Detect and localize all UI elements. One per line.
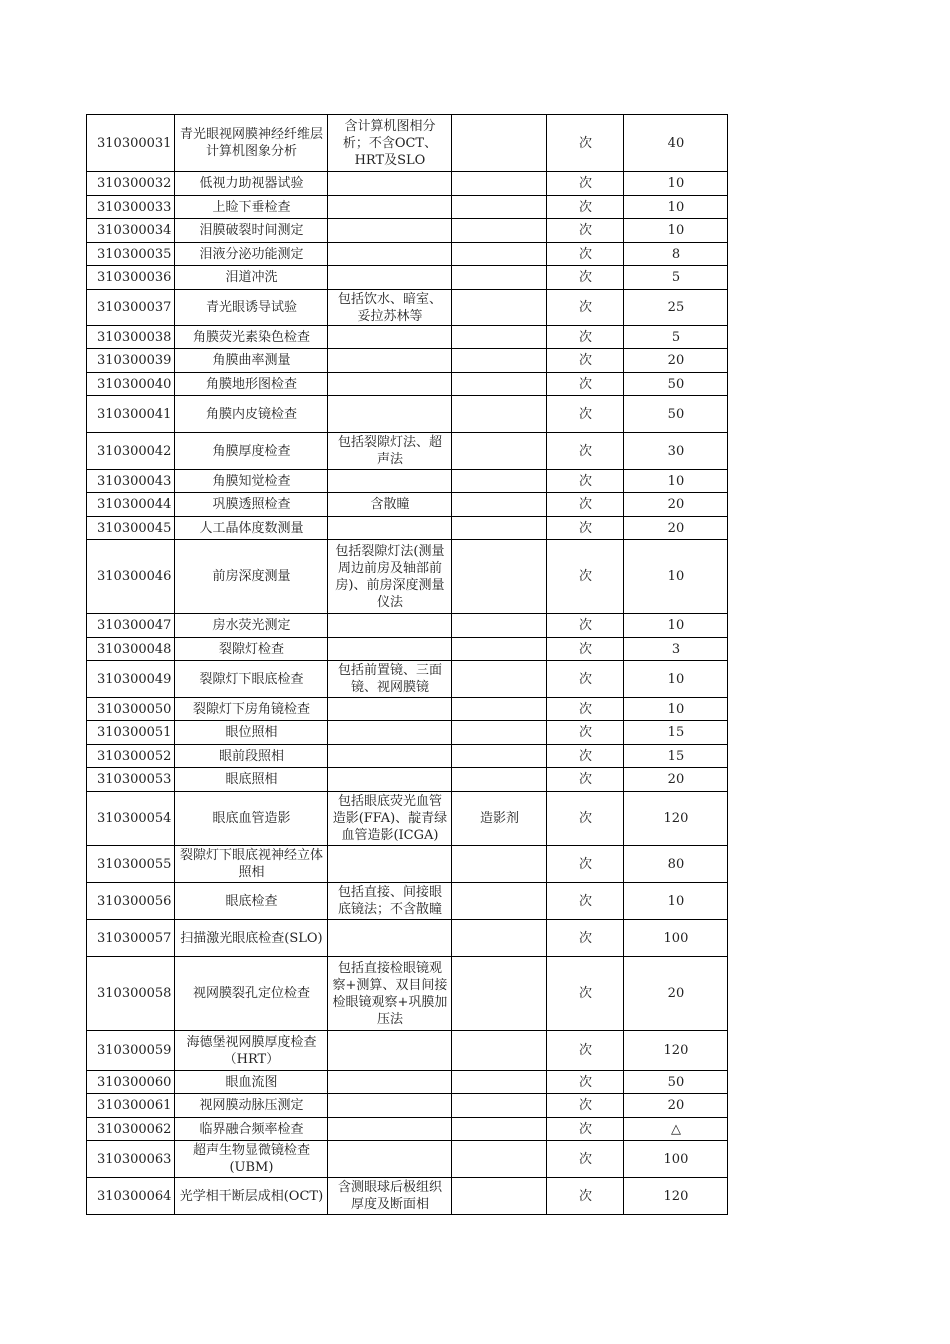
unit-cell: 次: [547, 517, 624, 540]
item-content-cell: [328, 1094, 452, 1118]
unit-cell: 次: [547, 219, 624, 243]
price-cell: 20: [624, 493, 728, 517]
table-row: [87, 470, 728, 493]
unit-cell: 次: [547, 638, 624, 661]
table-row: [87, 290, 728, 326]
item-code-cell: 310300038: [87, 326, 175, 349]
excluded-items-cell: [452, 1178, 547, 1215]
item-code-cell: 310300062: [87, 1118, 175, 1141]
item-code-cell: 310300049: [87, 661, 175, 698]
unit-cell: 次: [547, 243, 624, 266]
item-name-cell: 眼底检查: [175, 883, 328, 920]
item-content-cell: 包括饮水、暗室、妥拉苏林等: [328, 290, 452, 326]
table-row: [87, 219, 728, 243]
item-code-cell: 310300048: [87, 638, 175, 661]
table-row: [87, 661, 728, 698]
unit-cell: 次: [547, 290, 624, 326]
table-row: [87, 1141, 728, 1178]
table-row: [87, 920, 728, 957]
table-row: [87, 517, 728, 540]
unit-cell: 次: [547, 721, 624, 745]
table-row: [87, 721, 728, 745]
price-cell: 8: [624, 243, 728, 266]
table-row: [87, 349, 728, 373]
unit-cell: 次: [547, 396, 624, 433]
excluded-items-cell: [452, 493, 547, 517]
unit-cell: 次: [547, 266, 624, 290]
item-content-cell: [328, 196, 452, 219]
unit-cell: 次: [547, 540, 624, 614]
unit-cell: 次: [547, 349, 624, 373]
price-cell: 15: [624, 721, 728, 745]
excluded-items-cell: [452, 1094, 547, 1118]
item-content-cell: 包括裂隙灯法(测量周边前房及轴部前房)、前房深度测量仪法: [328, 540, 452, 614]
price-cell: 100: [624, 1141, 728, 1178]
item-code-cell: 310300064: [87, 1178, 175, 1215]
item-code-cell: 310300061: [87, 1094, 175, 1118]
unit-cell: 次: [547, 172, 624, 196]
table-row: [87, 172, 728, 196]
unit-cell: 次: [547, 115, 624, 172]
unit-cell: 次: [547, 698, 624, 721]
price-cell: 5: [624, 326, 728, 349]
unit-cell: 次: [547, 1071, 624, 1094]
item-code-cell: 310300063: [87, 1141, 175, 1178]
item-code-cell: 310300031: [87, 115, 175, 172]
item-content-cell: [328, 846, 452, 883]
unit-cell: 次: [547, 661, 624, 698]
item-name-cell: 泪液分泌功能测定: [175, 243, 328, 266]
item-content-cell: 含测眼球后极组织厚度及断面相: [328, 1178, 452, 1215]
item-name-cell: 海德堡视网膜厚度检查（HRT）: [175, 1031, 328, 1071]
unit-cell: 次: [547, 920, 624, 957]
item-code-cell: 310300051: [87, 721, 175, 745]
excluded-items-cell: [452, 219, 547, 243]
item-code-cell: 310300040: [87, 373, 175, 396]
item-content-cell: [328, 638, 452, 661]
item-content-cell: [328, 219, 452, 243]
price-cell: 10: [624, 540, 728, 614]
item-content-cell: 含计算机图相分析；不含OCT、HRT及SLO: [328, 115, 452, 172]
item-name-cell: 角膜荧光素染色检查: [175, 326, 328, 349]
price-cell: 3: [624, 638, 728, 661]
table-row: [87, 196, 728, 219]
excluded-items-cell: [452, 614, 547, 638]
unit-cell: 次: [547, 433, 624, 470]
excluded-items-cell: [452, 349, 547, 373]
item-name-cell: 裂隙灯下眼底视神经立体照相: [175, 846, 328, 883]
item-content-cell: [328, 1141, 452, 1178]
item-name-cell: 超声生物显微镜检查(UBM): [175, 1141, 328, 1178]
item-content-cell: 包括前置镜、三面镜、视网膜镜: [328, 661, 452, 698]
item-name-cell: 角膜内皮镜检查: [175, 396, 328, 433]
item-name-cell: 人工晶体度数测量: [175, 517, 328, 540]
item-name-cell: 光学相干断层成相(OCT): [175, 1178, 328, 1215]
table-row: [87, 1178, 728, 1215]
table-row: [87, 792, 728, 846]
unit-cell: 次: [547, 846, 624, 883]
price-cell: 20: [624, 1094, 728, 1118]
excluded-items-cell: [452, 470, 547, 493]
item-content-cell: [328, 266, 452, 290]
item-name-cell: 前房深度测量: [175, 540, 328, 614]
price-cell: 50: [624, 1071, 728, 1094]
item-code-cell: 310300044: [87, 493, 175, 517]
item-content-cell: [328, 326, 452, 349]
item-content-cell: [328, 768, 452, 792]
table-row: [87, 243, 728, 266]
price-cell: 5: [624, 266, 728, 290]
excluded-items-cell: [452, 745, 547, 768]
item-name-cell: 角膜知觉检查: [175, 470, 328, 493]
price-table: [86, 114, 728, 1215]
excluded-items-cell: [452, 1141, 547, 1178]
item-name-cell: 青光眼诱导试验: [175, 290, 328, 326]
price-cell: 25: [624, 290, 728, 326]
table-row: [87, 396, 728, 433]
price-cell: 10: [624, 661, 728, 698]
item-code-cell: 310300057: [87, 920, 175, 957]
item-name-cell: 眼底照相: [175, 768, 328, 792]
excluded-items-cell: [452, 721, 547, 745]
price-cell: 10: [624, 698, 728, 721]
price-cell: 10: [624, 883, 728, 920]
item-code-cell: 310300042: [87, 433, 175, 470]
excluded-items-cell: 造影剂: [452, 792, 547, 846]
item-content-cell: [328, 1031, 452, 1071]
item-name-cell: 青光眼视网膜神经纤维层计算机图象分析: [175, 115, 328, 172]
item-name-cell: 视网膜动脉压测定: [175, 1094, 328, 1118]
item-name-cell: 角膜厚度检查: [175, 433, 328, 470]
price-cell: 10: [624, 614, 728, 638]
item-name-cell: 裂隙灯检查: [175, 638, 328, 661]
table-row: [87, 614, 728, 638]
unit-cell: 次: [547, 957, 624, 1031]
price-cell: 20: [624, 517, 728, 540]
price-cell: 10: [624, 196, 728, 219]
excluded-items-cell: [452, 638, 547, 661]
item-content-cell: [328, 373, 452, 396]
excluded-items-cell: [452, 196, 547, 219]
item-code-cell: 310300050: [87, 698, 175, 721]
unit-cell: 次: [547, 373, 624, 396]
item-code-cell: 310300032: [87, 172, 175, 196]
excluded-items-cell: [452, 1071, 547, 1094]
item-content-cell: [328, 745, 452, 768]
item-content-cell: [328, 1071, 452, 1094]
price-cell: 50: [624, 373, 728, 396]
item-code-cell: 310300058: [87, 957, 175, 1031]
excluded-items-cell: [452, 846, 547, 883]
price-cell: 10: [624, 172, 728, 196]
unit-cell: 次: [547, 326, 624, 349]
price-cell: 20: [624, 349, 728, 373]
item-content-cell: [328, 243, 452, 266]
item-name-cell: 裂隙灯下房角镜检查: [175, 698, 328, 721]
unit-cell: 次: [547, 196, 624, 219]
item-content-cell: [328, 698, 452, 721]
item-content-cell: [328, 470, 452, 493]
item-code-cell: 310300053: [87, 768, 175, 792]
item-code-cell: 310300034: [87, 219, 175, 243]
item-code-cell: 310300056: [87, 883, 175, 920]
item-code-cell: 310300045: [87, 517, 175, 540]
item-code-cell: 310300037: [87, 290, 175, 326]
table-row: [87, 433, 728, 470]
price-cell: 30: [624, 433, 728, 470]
table-row: [87, 698, 728, 721]
excluded-items-cell: [452, 957, 547, 1031]
item-code-cell: 310300055: [87, 846, 175, 883]
unit-cell: 次: [547, 1178, 624, 1215]
excluded-items-cell: [452, 517, 547, 540]
price-cell: 120: [624, 792, 728, 846]
table-row: [87, 373, 728, 396]
table-body: [87, 115, 728, 1215]
table-row: [87, 1118, 728, 1141]
unit-cell: 次: [547, 745, 624, 768]
item-content-cell: 包括裂隙灯法、超声法: [328, 433, 452, 470]
unit-cell: 次: [547, 1094, 624, 1118]
price-cell: 20: [624, 957, 728, 1031]
table-row: [87, 745, 728, 768]
excluded-items-cell: [452, 396, 547, 433]
table-row: [87, 883, 728, 920]
table-row: [87, 1031, 728, 1071]
item-code-cell: 310300036: [87, 266, 175, 290]
item-code-cell: 310300052: [87, 745, 175, 768]
excluded-items-cell: [452, 883, 547, 920]
item-name-cell: 眼血流图: [175, 1071, 328, 1094]
excluded-items-cell: [452, 326, 547, 349]
table-row: [87, 638, 728, 661]
excluded-items-cell: [452, 1031, 547, 1071]
item-name-cell: 扫描激光眼底检查(SLO): [175, 920, 328, 957]
item-name-cell: 角膜地形图检查: [175, 373, 328, 396]
price-cell: 15: [624, 745, 728, 768]
item-content-cell: [328, 172, 452, 196]
table-row: [87, 768, 728, 792]
price-cell: 10: [624, 219, 728, 243]
excluded-items-cell: [452, 243, 547, 266]
item-name-cell: 临界融合频率检查: [175, 1118, 328, 1141]
item-content-cell: [328, 920, 452, 957]
table-row: [87, 540, 728, 614]
price-cell: 40: [624, 115, 728, 172]
excluded-items-cell: [452, 433, 547, 470]
item-name-cell: 角膜曲率测量: [175, 349, 328, 373]
item-code-cell: 310300039: [87, 349, 175, 373]
excluded-items-cell: [452, 172, 547, 196]
item-content-cell: 包括直接、间接眼底镜法；不含散瞳: [328, 883, 452, 920]
item-name-cell: 巩膜透照检查: [175, 493, 328, 517]
unit-cell: 次: [547, 768, 624, 792]
item-content-cell: [328, 614, 452, 638]
unit-cell: 次: [547, 1141, 624, 1178]
item-name-cell: 眼位照相: [175, 721, 328, 745]
item-content-cell: [328, 517, 452, 540]
excluded-items-cell: [452, 115, 547, 172]
price-cell: 100: [624, 920, 728, 957]
excluded-items-cell: [452, 290, 547, 326]
table-row: [87, 1071, 728, 1094]
unit-cell: 次: [547, 470, 624, 493]
item-code-cell: 310300033: [87, 196, 175, 219]
price-cell: 120: [624, 1178, 728, 1215]
price-cell: 80: [624, 846, 728, 883]
item-name-cell: 上睑下垂检查: [175, 196, 328, 219]
item-code-cell: 310300035: [87, 243, 175, 266]
item-name-cell: 裂隙灯下眼底检查: [175, 661, 328, 698]
table-row: [87, 115, 728, 172]
excluded-items-cell: [452, 661, 547, 698]
excluded-items-cell: [452, 920, 547, 957]
item-name-cell: 视网膜裂孔定位检查: [175, 957, 328, 1031]
item-code-cell: 310300054: [87, 792, 175, 846]
item-code-cell: 310300059: [87, 1031, 175, 1071]
item-name-cell: 眼底血管造影: [175, 792, 328, 846]
unit-cell: 次: [547, 1031, 624, 1071]
item-name-cell: 眼前段照相: [175, 745, 328, 768]
item-content-cell: [328, 349, 452, 373]
unit-cell: 次: [547, 792, 624, 846]
price-cell: 10: [624, 470, 728, 493]
price-cell: 120: [624, 1031, 728, 1071]
item-name-cell: 泪道冲洗: [175, 266, 328, 290]
item-content-cell: [328, 1118, 452, 1141]
item-code-cell: 310300041: [87, 396, 175, 433]
item-content-cell: 包括眼底荧光血管造影(FFA)、靛青绿血管造影(ICGA): [328, 792, 452, 846]
excluded-items-cell: [452, 1118, 547, 1141]
table-row: [87, 493, 728, 517]
item-code-cell: 310300043: [87, 470, 175, 493]
item-name-cell: 低视力助视器试验: [175, 172, 328, 196]
item-code-cell: 310300047: [87, 614, 175, 638]
item-content-cell: 含散瞳: [328, 493, 452, 517]
table-row: [87, 266, 728, 290]
unit-cell: 次: [547, 614, 624, 638]
excluded-items-cell: [452, 373, 547, 396]
item-name-cell: 泪膜破裂时间测定: [175, 219, 328, 243]
table-row: [87, 1094, 728, 1118]
item-content-cell: 包括直接检眼镜观察+测算、双目间接检眼镜观察+巩膜加压法: [328, 957, 452, 1031]
table-row: [87, 957, 728, 1031]
item-name-cell: 房水荧光测定: [175, 614, 328, 638]
excluded-items-cell: [452, 698, 547, 721]
unit-cell: 次: [547, 1118, 624, 1141]
table-row: [87, 846, 728, 883]
unit-cell: 次: [547, 883, 624, 920]
item-code-cell: 310300060: [87, 1071, 175, 1094]
item-code-cell: 310300046: [87, 540, 175, 614]
price-cell: △: [624, 1118, 728, 1141]
price-cell: 50: [624, 396, 728, 433]
excluded-items-cell: [452, 540, 547, 614]
excluded-items-cell: [452, 768, 547, 792]
unit-cell: 次: [547, 493, 624, 517]
item-content-cell: [328, 721, 452, 745]
table-row: [87, 326, 728, 349]
item-content-cell: [328, 396, 452, 433]
excluded-items-cell: [452, 266, 547, 290]
price-cell: 20: [624, 768, 728, 792]
